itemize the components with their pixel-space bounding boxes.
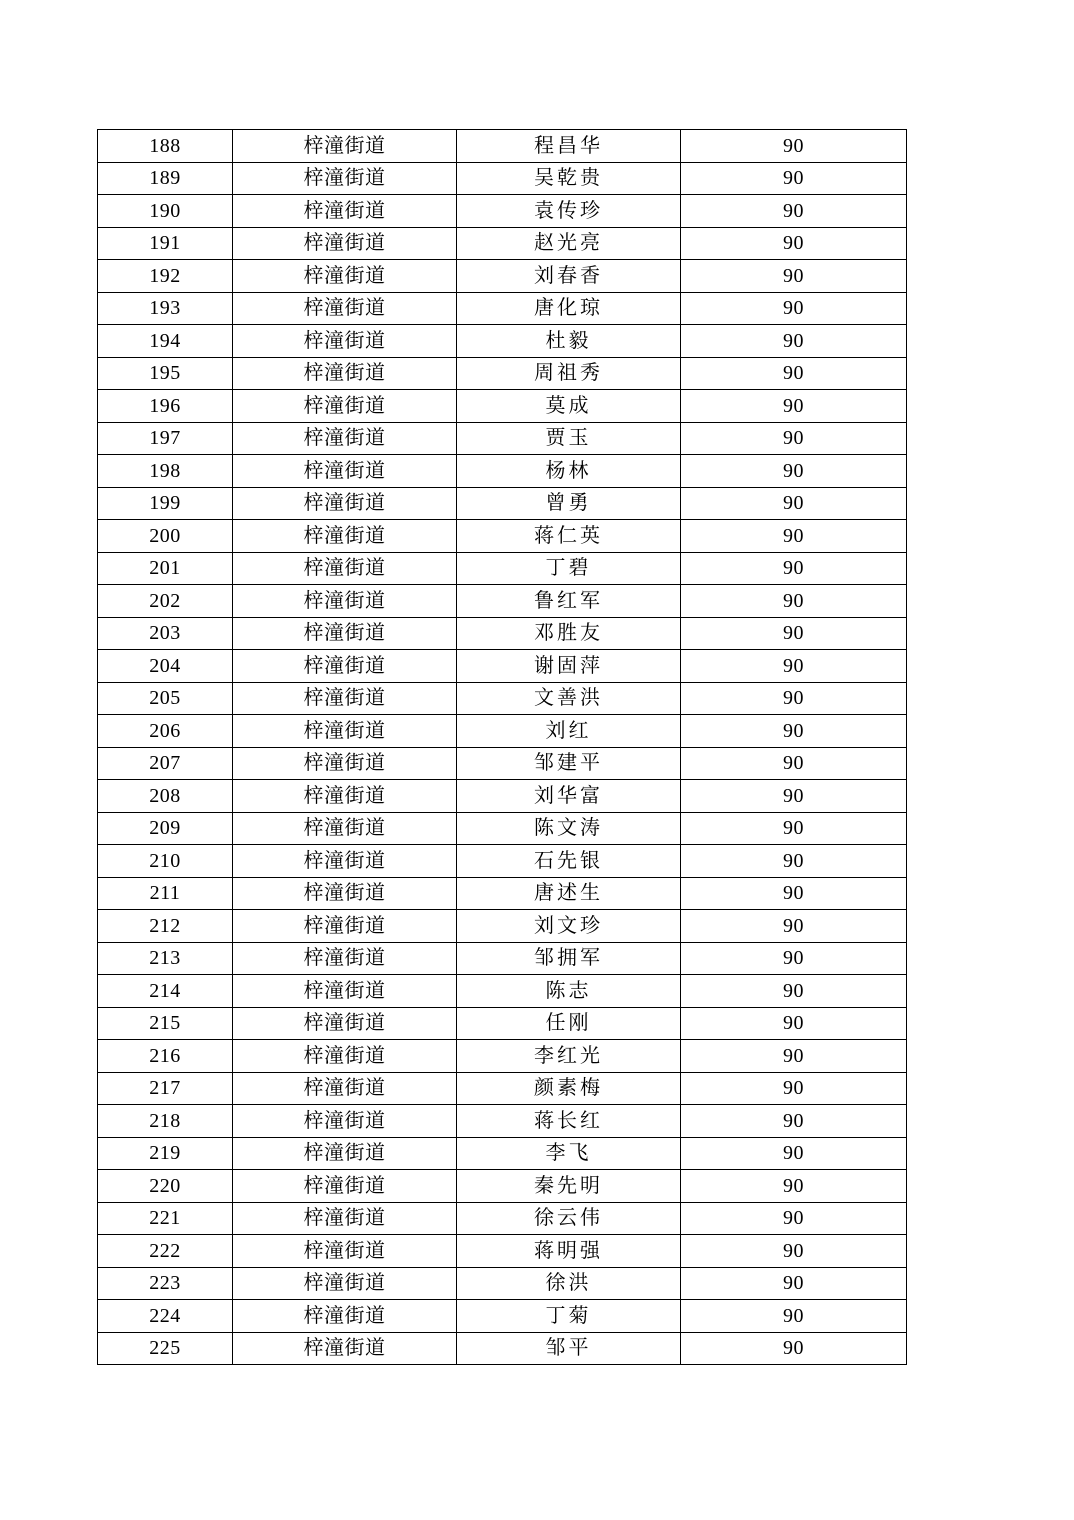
table-row <box>98 292 907 325</box>
table-row <box>98 227 907 260</box>
cell-number: 223 <box>98 1267 233 1300</box>
table-row <box>98 1105 907 1138</box>
cell-street: 梓潼街道 <box>233 1170 457 1203</box>
cell-name: 袁传珍 <box>457 195 681 228</box>
cell-score: 90 <box>681 520 907 553</box>
cell-name: 邓胜友 <box>457 617 681 650</box>
cell-number: 211 <box>98 877 233 910</box>
table-row <box>98 325 907 358</box>
table-row <box>98 552 907 585</box>
cell-street: 梓潼街道 <box>233 552 457 585</box>
table-row <box>98 520 907 553</box>
cell-street: 梓潼街道 <box>233 1072 457 1105</box>
cell-name: 程昌华 <box>457 130 681 163</box>
table-row <box>98 975 907 1008</box>
cell-score: 90 <box>681 617 907 650</box>
cell-number: 208 <box>98 780 233 813</box>
cell-name: 莫成 <box>457 390 681 423</box>
cell-score: 90 <box>681 910 907 943</box>
cell-score: 90 <box>681 1332 907 1365</box>
cell-street: 梓潼街道 <box>233 1235 457 1268</box>
cell-street: 梓潼街道 <box>233 390 457 423</box>
cell-number: 212 <box>98 910 233 943</box>
cell-number: 191 <box>98 227 233 260</box>
cell-street: 梓潼街道 <box>233 1202 457 1235</box>
cell-number: 221 <box>98 1202 233 1235</box>
table-row <box>98 585 907 618</box>
table-row <box>98 715 907 748</box>
cell-name: 贾玉 <box>457 422 681 455</box>
cell-number: 198 <box>98 455 233 488</box>
cell-score: 90 <box>681 780 907 813</box>
cell-street: 梓潼街道 <box>233 162 457 195</box>
cell-name: 蒋明强 <box>457 1235 681 1268</box>
cell-number: 217 <box>98 1072 233 1105</box>
table-row <box>98 812 907 845</box>
cell-name: 徐洪 <box>457 1267 681 1300</box>
cell-score: 90 <box>681 130 907 163</box>
cell-street: 梓潼街道 <box>233 942 457 975</box>
cell-score: 90 <box>681 650 907 683</box>
cell-number: 195 <box>98 357 233 390</box>
cell-street: 梓潼街道 <box>233 715 457 748</box>
cell-name: 唐述生 <box>457 877 681 910</box>
cell-street: 梓潼街道 <box>233 650 457 683</box>
cell-name: 吴乾贵 <box>457 162 681 195</box>
cell-score: 90 <box>681 877 907 910</box>
cell-score: 90 <box>681 585 907 618</box>
table-row <box>98 1235 907 1268</box>
table-row <box>98 195 907 228</box>
table-row <box>98 260 907 293</box>
cell-name: 刘春香 <box>457 260 681 293</box>
cell-score: 90 <box>681 195 907 228</box>
cell-score: 90 <box>681 1137 907 1170</box>
cell-name: 杨林 <box>457 455 681 488</box>
table-row <box>98 1300 907 1333</box>
cell-score: 90 <box>681 1170 907 1203</box>
table-row <box>98 1072 907 1105</box>
table-row <box>98 617 907 650</box>
table-row <box>98 845 907 878</box>
cell-street: 梓潼街道 <box>233 910 457 943</box>
cell-number: 210 <box>98 845 233 878</box>
table-row <box>98 130 907 163</box>
cell-score: 90 <box>681 1040 907 1073</box>
cell-number: 199 <box>98 487 233 520</box>
table-row <box>98 780 907 813</box>
cell-number: 219 <box>98 1137 233 1170</box>
cell-street: 梓潼街道 <box>233 1332 457 1365</box>
table-row <box>98 1137 907 1170</box>
cell-number: 205 <box>98 682 233 715</box>
cell-score: 90 <box>681 487 907 520</box>
cell-name: 李红光 <box>457 1040 681 1073</box>
cell-street: 梓潼街道 <box>233 877 457 910</box>
cell-street: 梓潼街道 <box>233 292 457 325</box>
table-row <box>98 1267 907 1300</box>
cell-number: 224 <box>98 1300 233 1333</box>
cell-score: 90 <box>681 1235 907 1268</box>
cell-score: 90 <box>681 260 907 293</box>
cell-number: 197 <box>98 422 233 455</box>
cell-name: 蒋长红 <box>457 1105 681 1138</box>
cell-score: 90 <box>681 227 907 260</box>
cell-score: 90 <box>681 552 907 585</box>
table-row <box>98 1040 907 1073</box>
cell-name: 周祖秀 <box>457 357 681 390</box>
cell-number: 193 <box>98 292 233 325</box>
cell-number: 207 <box>98 747 233 780</box>
cell-name: 丁碧 <box>457 552 681 585</box>
cell-name: 秦先明 <box>457 1170 681 1203</box>
roster-table <box>97 129 907 1365</box>
cell-number: 188 <box>98 130 233 163</box>
cell-street: 梓潼街道 <box>233 195 457 228</box>
cell-number: 192 <box>98 260 233 293</box>
cell-street: 梓潼街道 <box>233 520 457 553</box>
cell-score: 90 <box>681 747 907 780</box>
cell-name: 曾勇 <box>457 487 681 520</box>
cell-name: 唐化琼 <box>457 292 681 325</box>
cell-number: 213 <box>98 942 233 975</box>
cell-score: 90 <box>681 162 907 195</box>
table-row <box>98 1202 907 1235</box>
cell-street: 梓潼街道 <box>233 812 457 845</box>
cell-number: 194 <box>98 325 233 358</box>
cell-name: 任刚 <box>457 1007 681 1040</box>
cell-score: 90 <box>681 682 907 715</box>
table-row <box>98 1170 907 1203</box>
cell-name: 刘华富 <box>457 780 681 813</box>
table-row <box>98 487 907 520</box>
cell-street: 梓潼街道 <box>233 1137 457 1170</box>
cell-score: 90 <box>681 975 907 1008</box>
roster-table-body <box>98 130 907 1365</box>
cell-number: 209 <box>98 812 233 845</box>
cell-name: 鲁红军 <box>457 585 681 618</box>
cell-name: 陈文涛 <box>457 812 681 845</box>
table-row <box>98 1332 907 1365</box>
cell-name: 陈志 <box>457 975 681 1008</box>
cell-name: 谢固萍 <box>457 650 681 683</box>
cell-number: 196 <box>98 390 233 423</box>
cell-street: 梓潼街道 <box>233 422 457 455</box>
table-row <box>98 455 907 488</box>
cell-street: 梓潼街道 <box>233 585 457 618</box>
table-row <box>98 942 907 975</box>
cell-score: 90 <box>681 1105 907 1138</box>
table-row <box>98 390 907 423</box>
table-row <box>98 1007 907 1040</box>
cell-name: 徐云伟 <box>457 1202 681 1235</box>
cell-number: 220 <box>98 1170 233 1203</box>
cell-score: 90 <box>681 325 907 358</box>
cell-score: 90 <box>681 845 907 878</box>
table-row <box>98 747 907 780</box>
cell-street: 梓潼街道 <box>233 747 457 780</box>
cell-street: 梓潼街道 <box>233 1040 457 1073</box>
table-row <box>98 877 907 910</box>
cell-number: 214 <box>98 975 233 1008</box>
table-row <box>98 422 907 455</box>
table-row <box>98 910 907 943</box>
cell-score: 90 <box>681 1007 907 1040</box>
cell-name: 蒋仁英 <box>457 520 681 553</box>
cell-number: 222 <box>98 1235 233 1268</box>
cell-score: 90 <box>681 1202 907 1235</box>
cell-street: 梓潼街道 <box>233 325 457 358</box>
cell-street: 梓潼街道 <box>233 617 457 650</box>
cell-name: 李飞 <box>457 1137 681 1170</box>
cell-street: 梓潼街道 <box>233 455 457 488</box>
cell-score: 90 <box>681 422 907 455</box>
cell-score: 90 <box>681 390 907 423</box>
cell-number: 225 <box>98 1332 233 1365</box>
cell-street: 梓潼街道 <box>233 130 457 163</box>
cell-name: 刘文珍 <box>457 910 681 943</box>
cell-score: 90 <box>681 1267 907 1300</box>
cell-street: 梓潼街道 <box>233 1007 457 1040</box>
cell-street: 梓潼街道 <box>233 487 457 520</box>
cell-street: 梓潼街道 <box>233 1300 457 1333</box>
cell-name: 丁菊 <box>457 1300 681 1333</box>
cell-number: 204 <box>98 650 233 683</box>
cell-score: 90 <box>681 357 907 390</box>
cell-number: 201 <box>98 552 233 585</box>
cell-score: 90 <box>681 292 907 325</box>
cell-number: 200 <box>98 520 233 553</box>
cell-name: 邹平 <box>457 1332 681 1365</box>
cell-street: 梓潼街道 <box>233 845 457 878</box>
table-row <box>98 162 907 195</box>
cell-name: 杜毅 <box>457 325 681 358</box>
cell-name: 赵光亮 <box>457 227 681 260</box>
cell-street: 梓潼街道 <box>233 1105 457 1138</box>
table-row <box>98 650 907 683</box>
cell-street: 梓潼街道 <box>233 227 457 260</box>
cell-score: 90 <box>681 1072 907 1105</box>
cell-name: 刘红 <box>457 715 681 748</box>
cell-score: 90 <box>681 812 907 845</box>
cell-street: 梓潼街道 <box>233 1267 457 1300</box>
cell-street: 梓潼街道 <box>233 682 457 715</box>
cell-score: 90 <box>681 942 907 975</box>
cell-name: 邹建平 <box>457 747 681 780</box>
cell-number: 202 <box>98 585 233 618</box>
cell-name: 文善洪 <box>457 682 681 715</box>
cell-score: 90 <box>681 1300 907 1333</box>
cell-number: 218 <box>98 1105 233 1138</box>
cell-street: 梓潼街道 <box>233 975 457 1008</box>
cell-number: 206 <box>98 715 233 748</box>
cell-score: 90 <box>681 715 907 748</box>
cell-number: 216 <box>98 1040 233 1073</box>
cell-street: 梓潼街道 <box>233 260 457 293</box>
table-row <box>98 357 907 390</box>
cell-number: 215 <box>98 1007 233 1040</box>
cell-name: 颜素梅 <box>457 1072 681 1105</box>
cell-number: 203 <box>98 617 233 650</box>
cell-number: 189 <box>98 162 233 195</box>
cell-score: 90 <box>681 455 907 488</box>
cell-street: 梓潼街道 <box>233 357 457 390</box>
cell-name: 邹拥军 <box>457 942 681 975</box>
cell-name: 石先银 <box>457 845 681 878</box>
cell-number: 190 <box>98 195 233 228</box>
table-row <box>98 682 907 715</box>
cell-street: 梓潼街道 <box>233 780 457 813</box>
